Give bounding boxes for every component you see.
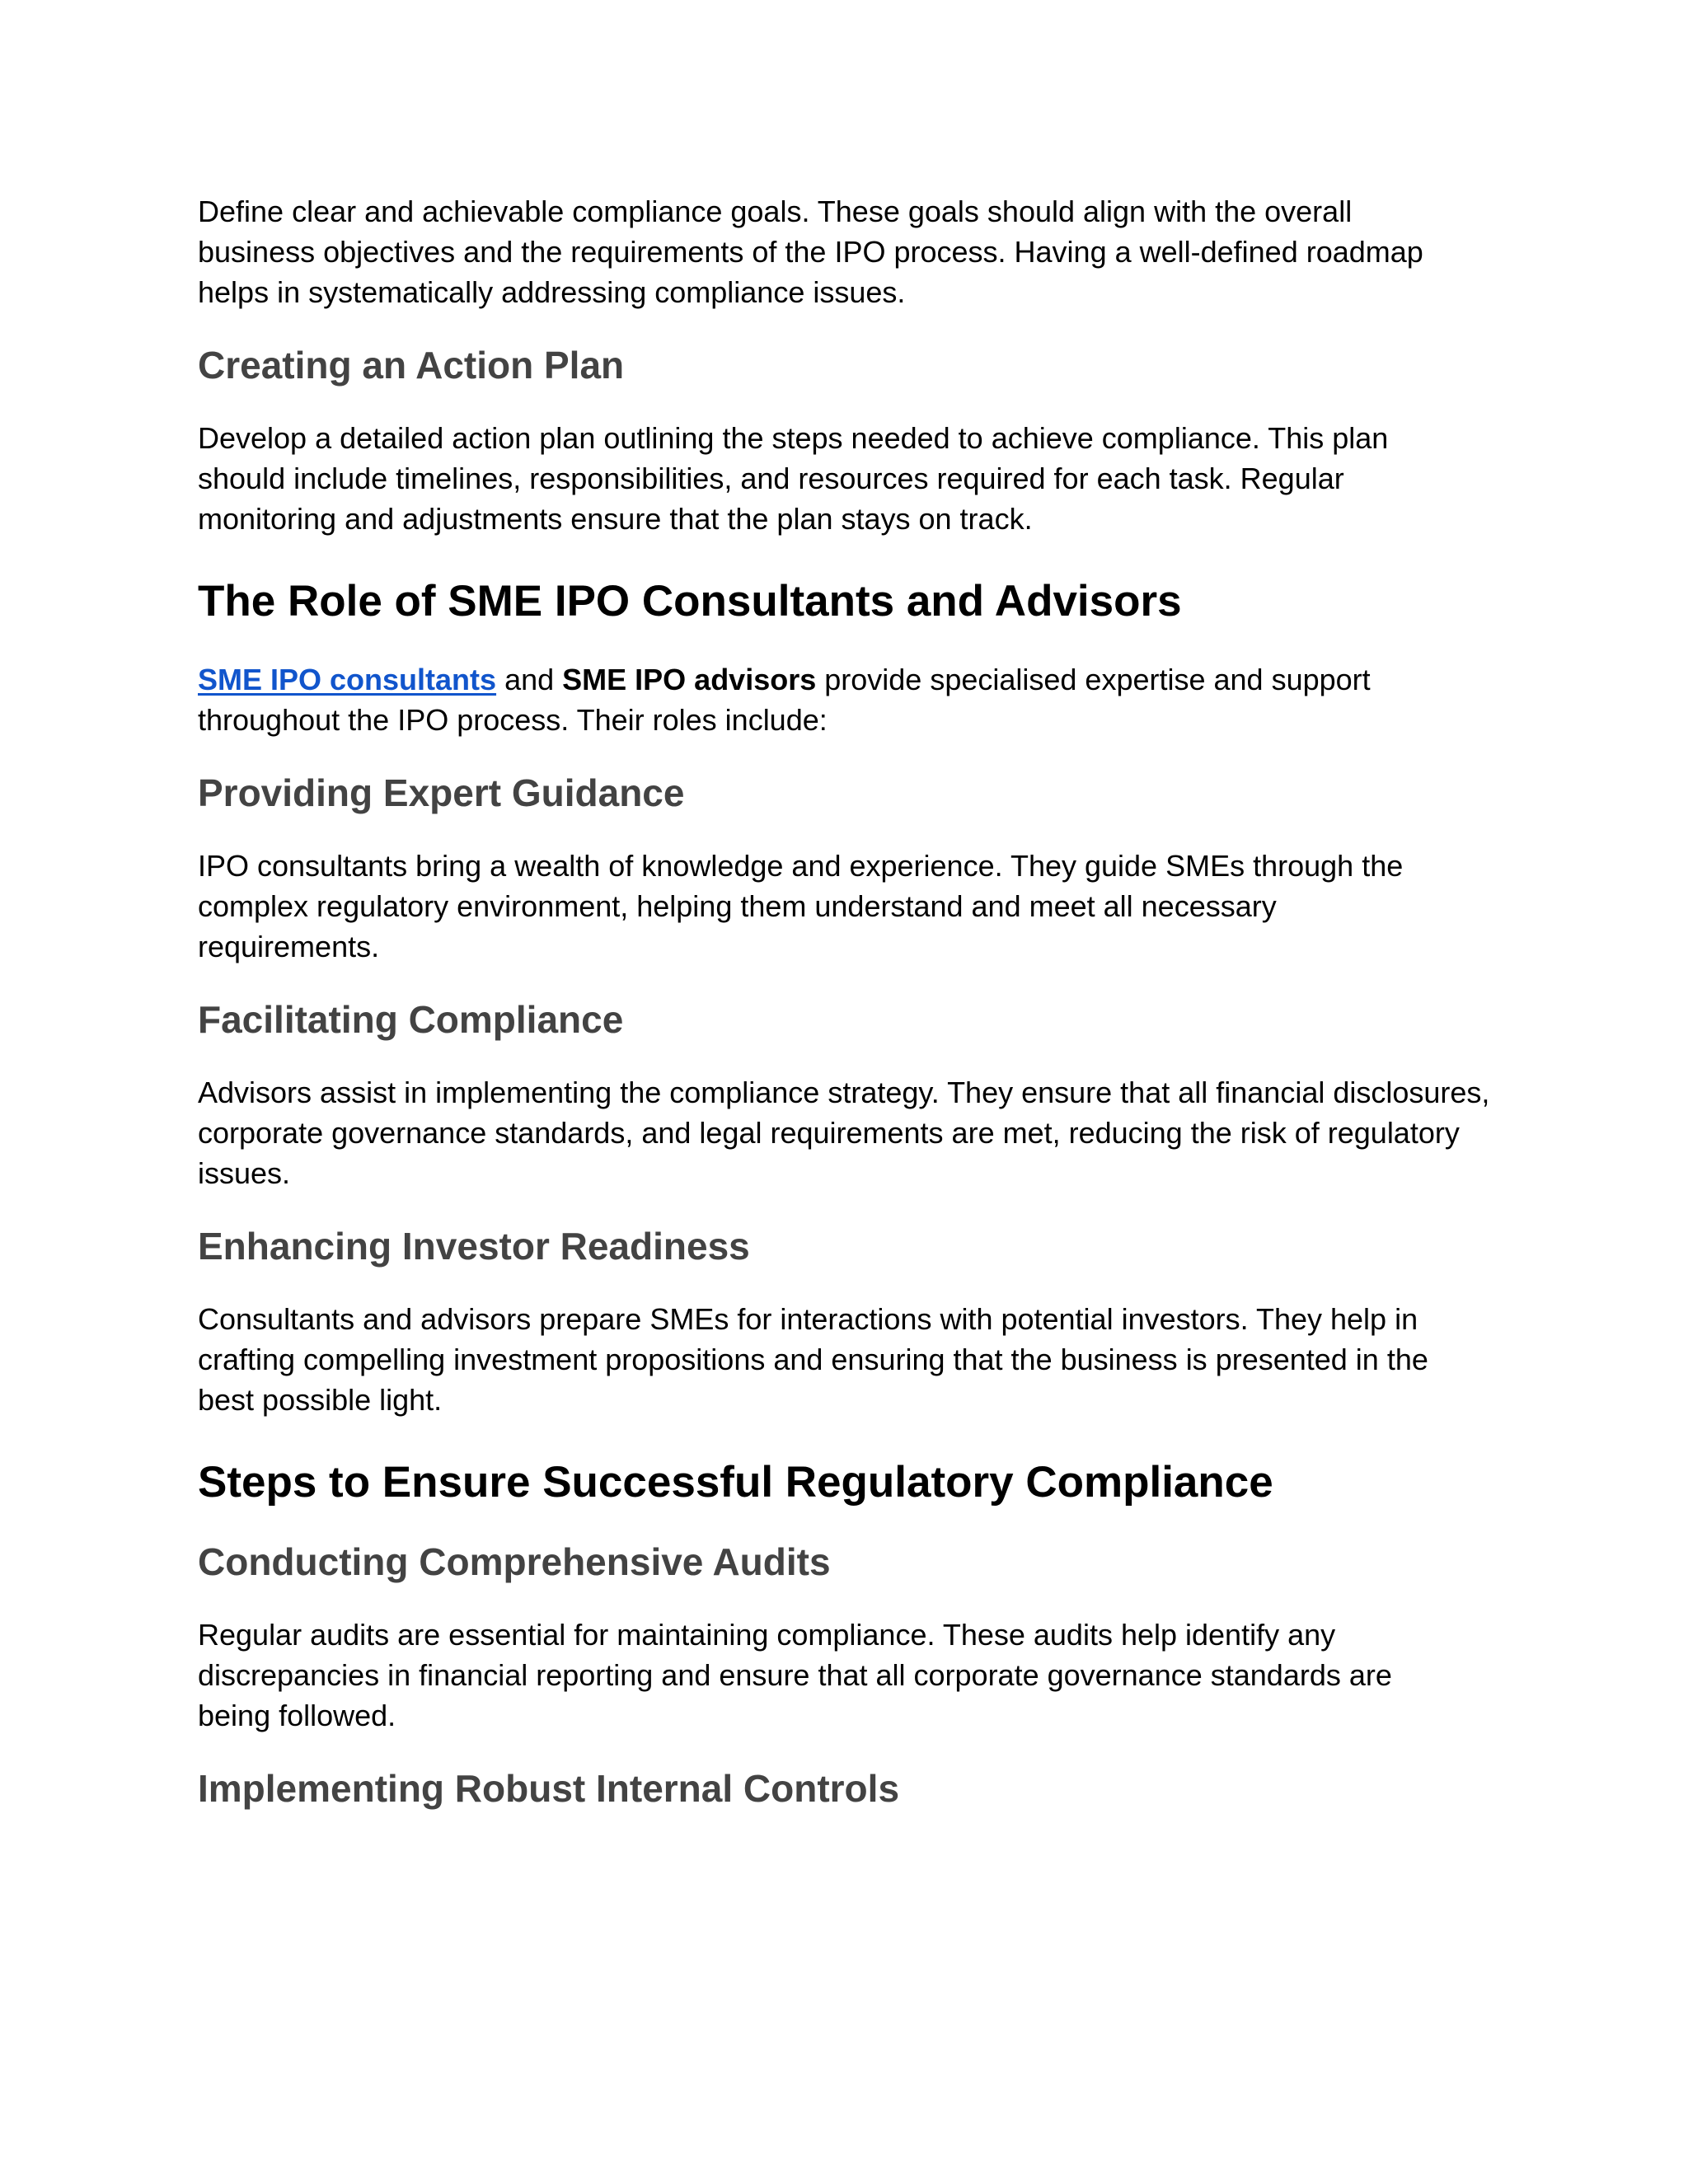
action-plan-heading: Creating an Action Plan [198,344,625,387]
action-plan-paragraph: Develop a detailed action plan outlining the steps needed to achieve compliance. This plan should include timelines, responsibilities, and resources required for each task. Regular monitoring and adjustments ensure that the plan stays on track. [198,421,1389,536]
role-intro-connector: and [496,663,563,696]
investor-readiness-paragraph: Consultants and advisors prepare SMEs for interactions with potential investors. They help in crafting compelling investment propositions and ensuring that the business is presented in the best possible light. [198,1302,1428,1417]
intro-paragraph: Define clear and achievable compliance goals. These goals should align with the overall business objectives and the requirements of the IPO process. Having a well-defined roadmap helps in systematically addressing compliance issues. [198,194,1423,309]
facilitating-compliance-heading: Facilitating Compliance [198,998,624,1041]
steps-section-heading: Steps to Ensure Successful Regulatory Compliance [198,1458,1273,1507]
audits-heading: Conducting Comprehensive Audits [198,1540,831,1583]
investor-readiness-heading: Enhancing Investor Readiness [198,1225,750,1268]
expert-guidance-paragraph: IPO consultants bring a wealth of knowledge and experience. They guide SMEs through the complex regulatory environment, helping them understand and meet all necessary requirements. [198,849,1404,963]
role-intro-paragraph [198,659,1451,740]
facilitating-compliance-paragraph: Advisors assist in implementing the compliance strategy. They ensure that all financial disclosures, corporate governance standards, and legal requirements are met, reducing the risk of regulatory issues. [198,1076,1490,1190]
document-content [198,191,1500,1811]
role-intro-rest: provide specialised expertise and support throughout the IPO process. Their roles include: [198,663,1371,737]
expert-guidance-heading: Providing Expert Guidance [198,771,685,814]
audits-paragraph: Regular audits are essential for maintaining compliance. These audits help identify any discrepancies in financial reporting and ensure that all corporate governance standards are being followed. [198,1618,1392,1732]
internal-controls-heading: Implementing Robust Internal Controls [198,1767,900,1810]
sme-ipo-consultants-link[interactable]: SME IPO consultants [198,663,497,696]
role-section-heading: The Role of SME IPO Consultants and Advisors [198,577,1182,626]
sme-ipo-advisors-bold: SME IPO advisors [562,663,817,696]
